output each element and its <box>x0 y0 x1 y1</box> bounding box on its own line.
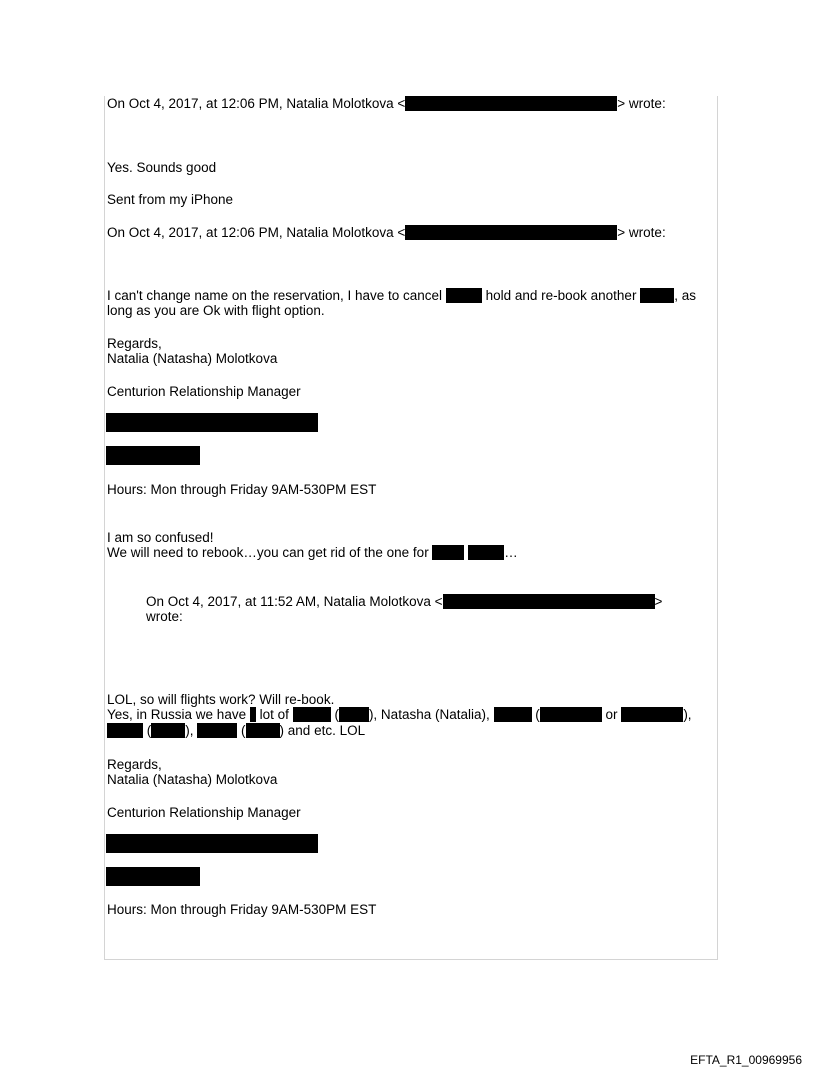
iphone-signature: Sent from my iPhone <box>107 192 234 207</box>
redaction-block <box>405 225 617 240</box>
redaction-block <box>621 707 683 722</box>
message-line: long as you are Ok with flight option. <box>107 303 325 318</box>
redaction-block <box>197 723 237 738</box>
redaction-block <box>494 707 532 722</box>
redaction-block <box>405 96 617 111</box>
redaction-block <box>468 545 504 560</box>
email-header-3: On Oct 4, 2017, at 11:52 AM, Natalia Molotkova < > <box>146 594 663 609</box>
redaction-block <box>540 707 602 722</box>
message-line: Yes, in Russia we have lot of ( ), Natasha (Natalia), ( or ), <box>107 707 692 722</box>
email-header-2: On Oct 4, 2017, at 12:06 PM, Natalia Molotkova < > wrote: <box>107 225 666 240</box>
signature-hours: Hours: Mon through Friday 9AM-530PM EST <box>107 482 377 497</box>
signature-regards: Regards, <box>107 757 162 772</box>
email-header-3-wrote: wrote: <box>146 609 183 624</box>
redaction-block <box>446 288 482 303</box>
email-header-1: On Oct 4, 2017, at 12:06 PM, Natalia Molotkova < > wrote: <box>107 96 666 111</box>
redaction-block <box>106 867 200 886</box>
redaction-block <box>246 723 280 738</box>
signature-regards: Regards, <box>107 336 162 351</box>
redaction-block <box>432 545 464 560</box>
redaction-block <box>250 707 256 722</box>
message-line: ( ), ( ) and etc. LOL <box>107 723 365 738</box>
signature-title: Centurion Relationship Manager <box>107 384 301 399</box>
signature-name: Natalia (Natasha) Molotkova <box>107 772 278 787</box>
message-line: LOL, so will flights work? Will re-book. <box>107 692 335 707</box>
redaction-block <box>106 446 200 465</box>
redaction-block <box>151 723 185 738</box>
redaction-block <box>339 707 369 722</box>
signature-hours: Hours: Mon through Friday 9AM-530PM EST <box>107 902 377 917</box>
redaction-block <box>106 413 318 432</box>
redaction-block <box>106 834 318 853</box>
redaction-block <box>443 594 655 609</box>
redaction-block <box>293 707 331 722</box>
document-id: EFTA_R1_00969956 <box>690 1053 802 1067</box>
message-line: I can't change name on the reservation, I have to cancel hold and re-book another , as <box>107 288 696 303</box>
reply-text: Yes. Sounds good <box>107 160 217 175</box>
redaction-block <box>640 288 674 303</box>
message-line: We will need to rebook…you can get rid of the one for … <box>107 545 518 560</box>
message-line: I am so confused! <box>107 530 214 545</box>
signature-title: Centurion Relationship Manager <box>107 805 301 820</box>
redaction-block <box>107 723 143 738</box>
signature-name: Natalia (Natasha) Molotkova <box>107 351 278 366</box>
